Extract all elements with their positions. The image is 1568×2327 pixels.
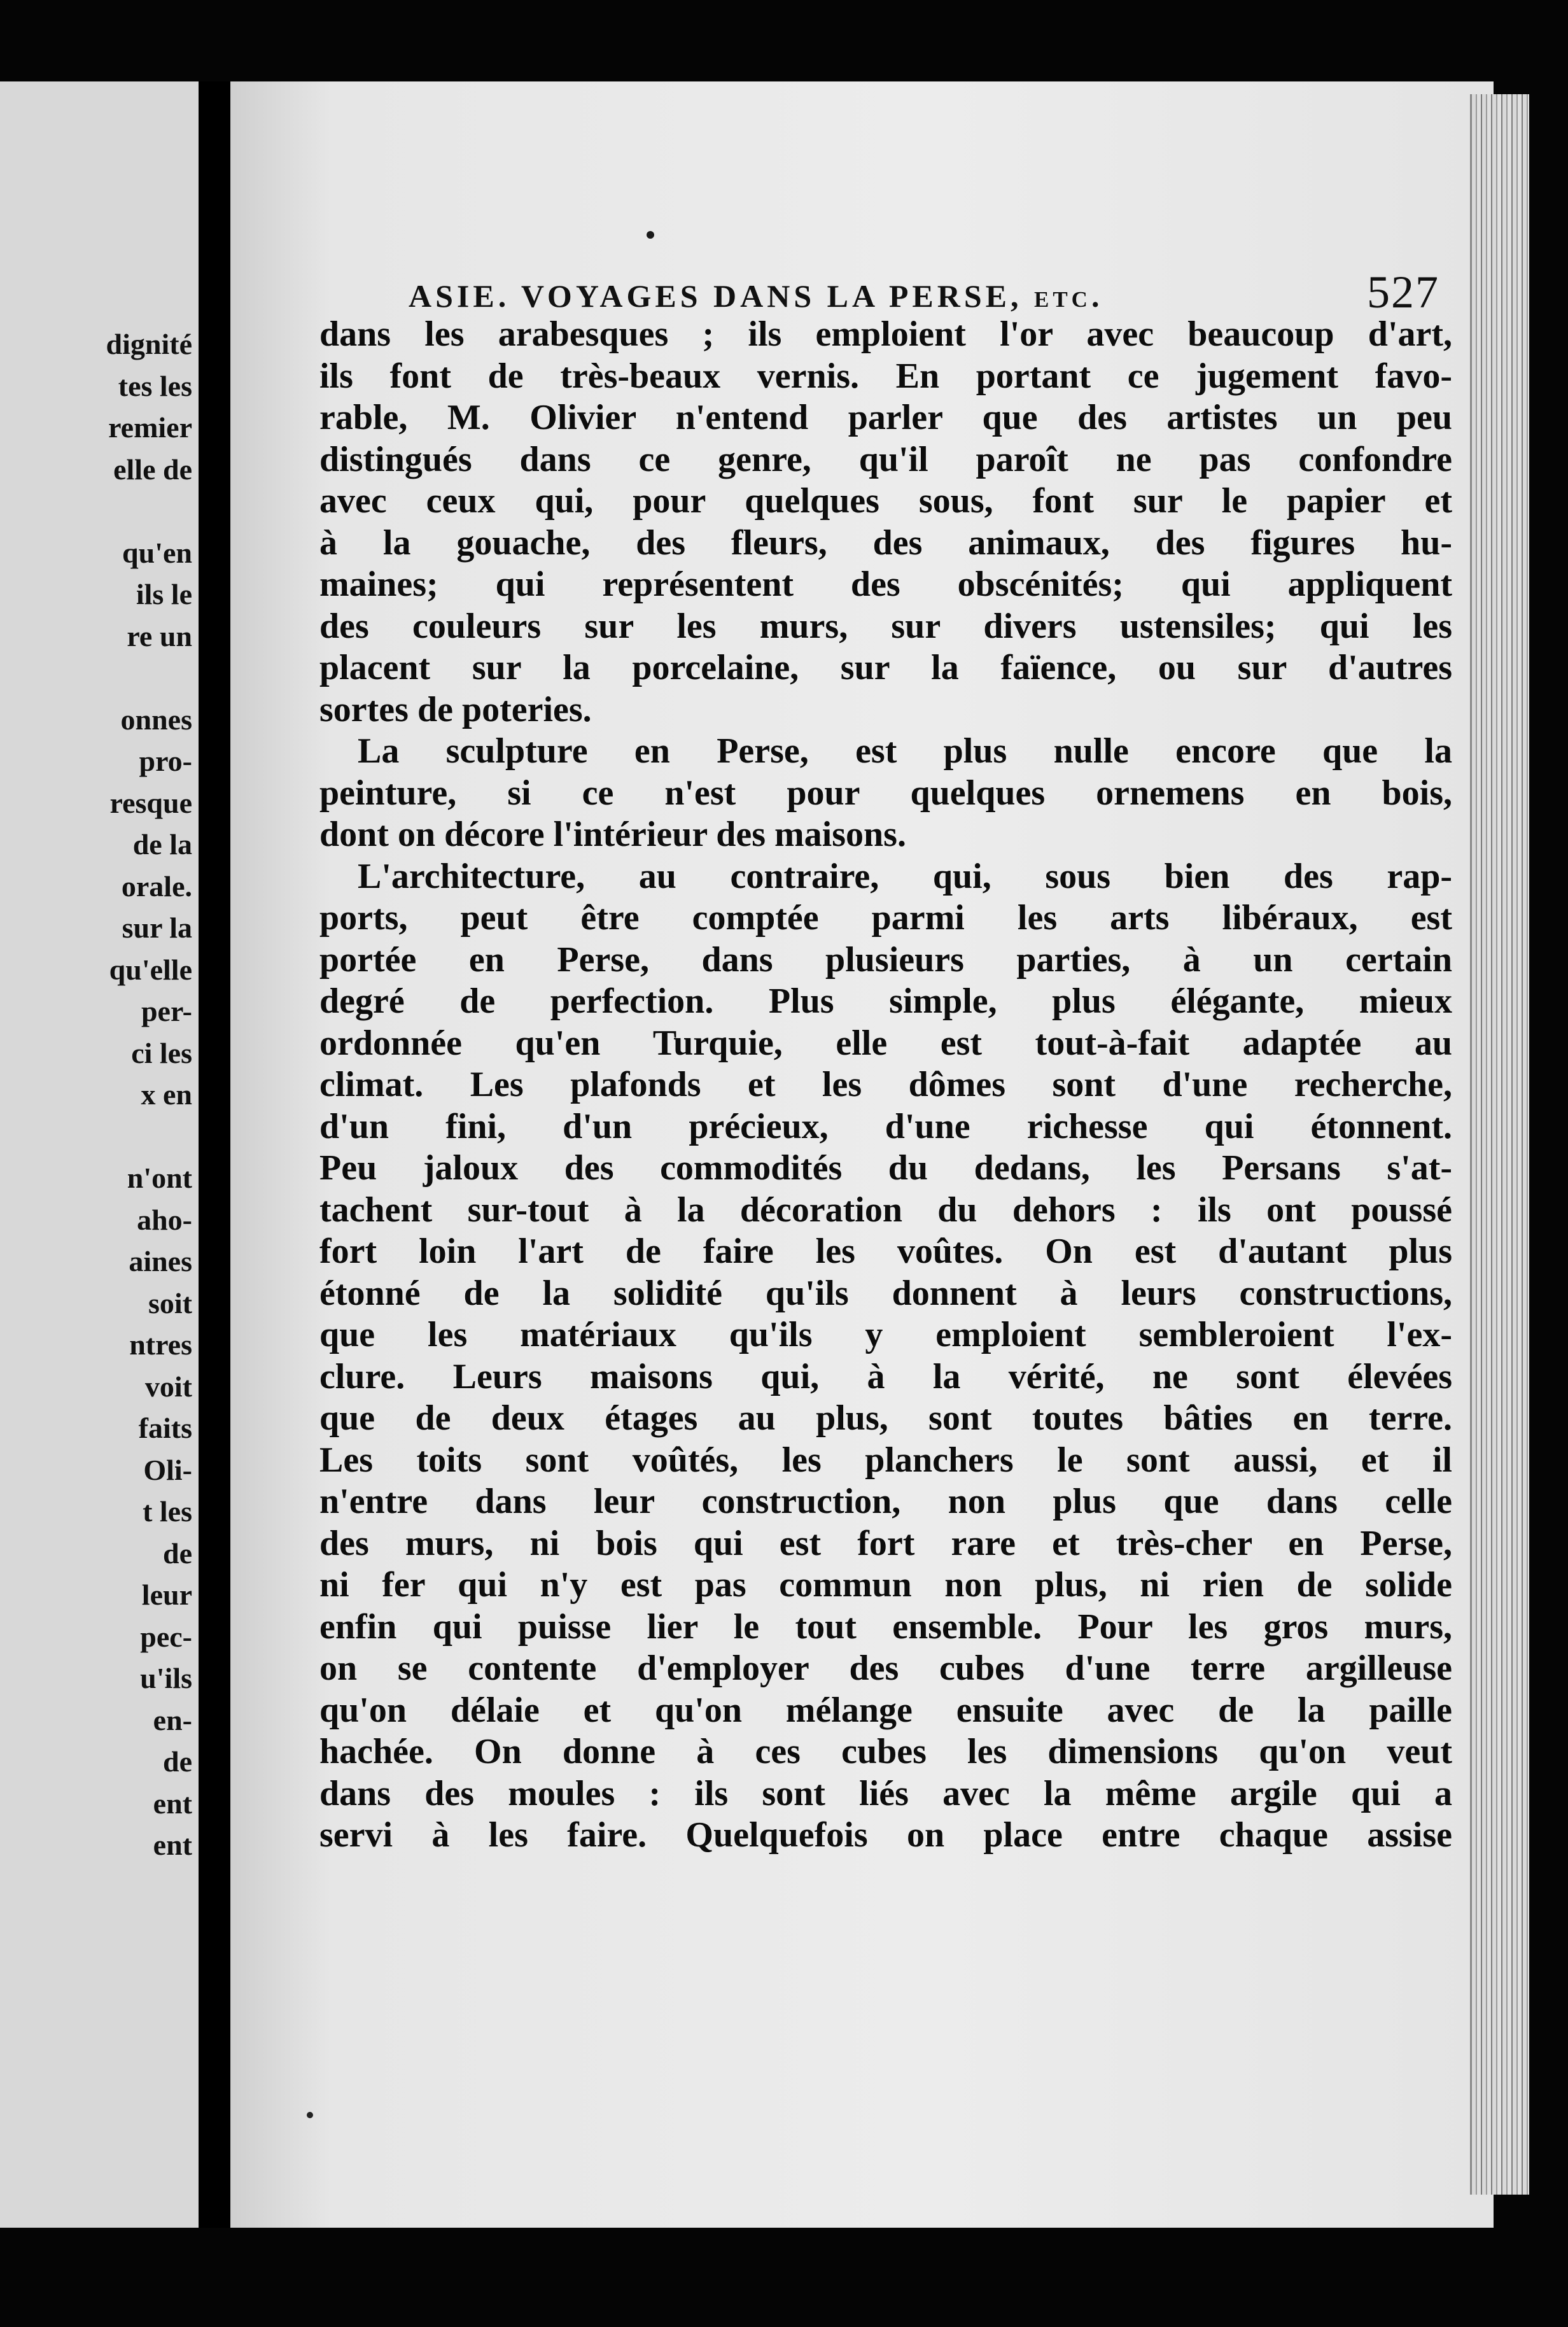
page-number: 527 xyxy=(1367,267,1439,318)
left-text-fragment: de la xyxy=(132,828,192,861)
left-text-fragment: ent xyxy=(153,1829,192,1861)
left-text-fragment: tes les xyxy=(118,369,192,402)
text-line: climat. Les plafonds et les dômes sont d'une recherche, xyxy=(319,1065,1452,1104)
text-line: que de deux étages au plus, sont toutes bâties en terre. xyxy=(319,1398,1452,1438)
text-line: enfin qui puisse lier le tout ensemble. Pour les gros murs, xyxy=(319,1606,1452,1647)
text-line: sortes de poteries. xyxy=(319,689,592,729)
text-line: que les matériaux qu'ils y emploient sembleroient l'ex- xyxy=(319,1315,1452,1354)
body-text xyxy=(319,314,1452,1857)
running-head-title: ASIE. VOYAGES DANS LA PERSE, etc. xyxy=(409,278,1103,314)
text-line: qu'on délaie et qu'on mélange ensuite avec de la paille xyxy=(319,1690,1452,1730)
text-line: rable, M. Olivier n'entend parler que des artistes un peu xyxy=(319,398,1452,437)
text-line: distingués dans ce genre, qu'il paroît ne pas confondre xyxy=(319,439,1452,479)
left-text-fragment: qu'elle xyxy=(109,953,192,986)
left-text-fragment: en- xyxy=(153,1703,192,1736)
left-text-fragment: pec- xyxy=(140,1620,192,1653)
right-page xyxy=(230,81,1494,2228)
left-text-fragment: Oli- xyxy=(143,1453,192,1486)
text-line: d'un fini, d'un précieux, d'une richesse qui étonnent. xyxy=(319,1106,1452,1146)
text-line: servi à les faire. Quelquefois on place entre chaque assise xyxy=(319,1815,1452,1855)
text-line: hachée. On donne à ces cubes les dimensions qu'on veut xyxy=(319,1732,1452,1771)
left-text-fragment: ci les xyxy=(131,1036,192,1069)
left-text-fragment: re un xyxy=(127,619,192,652)
text-line: dans des moules : ils sont liés avec la même argile qui a xyxy=(319,1773,1452,1813)
text-line: avec ceux qui, pour quelques sous, font sur le papier et xyxy=(319,481,1452,521)
left-text-fragment: ils le xyxy=(136,578,192,610)
text-line: ils font de très-beaux vernis. En portant ce jugement favo- xyxy=(319,356,1452,396)
left-text-fragment: de xyxy=(163,1745,192,1778)
text-line: clure. Leurs maisons qui, à la vérité, ne sont élevées xyxy=(319,1356,1452,1396)
left-text-fragment: faits xyxy=(138,1412,192,1444)
left-text-fragment: per- xyxy=(141,995,192,1027)
text-line: n'entre dans leur construction, non plus que dans celle xyxy=(319,1482,1452,1521)
text-line: La sculpture en Perse, est plus nulle encore que la xyxy=(358,731,1452,771)
left-text-fragment: qu'en xyxy=(122,536,192,569)
left-text-fragment xyxy=(0,490,192,532)
left-text-fragment xyxy=(0,1116,192,1158)
text-line: maines; qui représentent des obscénités; qui appliquent xyxy=(319,565,1452,604)
left-text-fragment: t les xyxy=(143,1495,192,1528)
book-gutter xyxy=(199,81,230,2228)
left-text-fragment: pro- xyxy=(139,745,192,777)
left-text-fragment: x en xyxy=(141,1078,192,1111)
left-text-fragment: orale. xyxy=(121,869,192,903)
left-text-fragment: onnes xyxy=(120,703,192,736)
text-line: fort loin l'art de faire les voûtes. On est d'autant plus xyxy=(319,1232,1452,1271)
left-text-fragment: ent xyxy=(153,1787,192,1820)
left-text-fragment: aines xyxy=(129,1245,192,1277)
text-line: à la gouache, des fleurs, des animaux, des figures hu- xyxy=(319,523,1452,563)
text-line: portée en Perse, dans plusieurs parties, à un certain xyxy=(319,939,1452,980)
text-line: L'architecture, au contraire, qui, sous bien des rap- xyxy=(358,856,1452,896)
text-line: dans les arabesques ; ils emploient l'or avec beaucoup d'art, xyxy=(319,314,1452,354)
ink-speck xyxy=(307,2112,313,2118)
left-text-fragment: u'ils xyxy=(140,1662,192,1694)
left-text-fragment: ntres xyxy=(129,1328,192,1361)
text-line: dont on décore l'intérieur des maisons. xyxy=(319,815,906,854)
page-fore-edge xyxy=(1470,94,1529,2195)
left-text-fragment: de xyxy=(163,1536,192,1570)
left-text-fragment xyxy=(0,657,192,699)
text-line: Les toits sont voûtés, les planchers le sont aussi, et il xyxy=(319,1440,1452,1480)
left-text-fragment: n'ont xyxy=(127,1162,192,1194)
text-line: degré de perfection. Plus simple, plus élégante, mieux xyxy=(319,981,1452,1021)
text-line: étonné de la solidité qu'ils donnent à leurs constructions, xyxy=(319,1273,1452,1313)
ink-dot xyxy=(647,231,654,239)
left-page-text xyxy=(0,323,192,1866)
left-text-fragment: aho- xyxy=(137,1203,192,1236)
text-line: placent sur la porcelaine, sur la faïence, ou sur d'autres xyxy=(319,648,1452,687)
text-line: tachent sur-tout à la décoration du dehors : ils ont poussé xyxy=(319,1190,1452,1230)
text-line: peinture, si ce n'est pour quelques ornemens en bois, xyxy=(319,773,1452,813)
text-line: ordonnée qu'en Turquie, elle est tout-à-fait adaptée au xyxy=(319,1023,1452,1063)
text-line: des murs, ni bois qui est fort rare et très-cher en Perse, xyxy=(319,1523,1452,1563)
text-line: on se contente d'employer des cubes d'une terre argilleuse xyxy=(319,1649,1452,1688)
left-text-fragment: sur la xyxy=(122,911,192,944)
text-line: ni fer qui n'y est pas commun non plus, ni rien de solide xyxy=(319,1565,1452,1605)
left-text-fragment: dignité xyxy=(106,328,192,360)
left-facing-page xyxy=(0,81,199,2228)
left-text-fragment: leur xyxy=(141,1578,192,1611)
left-text-fragment: elle de xyxy=(113,453,192,486)
left-text-fragment: soit xyxy=(148,1286,192,1319)
text-line: des couleurs sur les murs, sur divers ustensiles; qui les xyxy=(319,606,1452,646)
left-text-fragment: remier xyxy=(108,411,192,444)
text-line: ports, peut être comptée parmi les arts libéraux, est xyxy=(319,898,1452,938)
left-text-fragment: resque xyxy=(109,786,192,819)
text-line: Peu jaloux des commodités du dedans, les Persans s'at- xyxy=(319,1148,1452,1188)
left-text-fragment: voit xyxy=(144,1370,192,1403)
